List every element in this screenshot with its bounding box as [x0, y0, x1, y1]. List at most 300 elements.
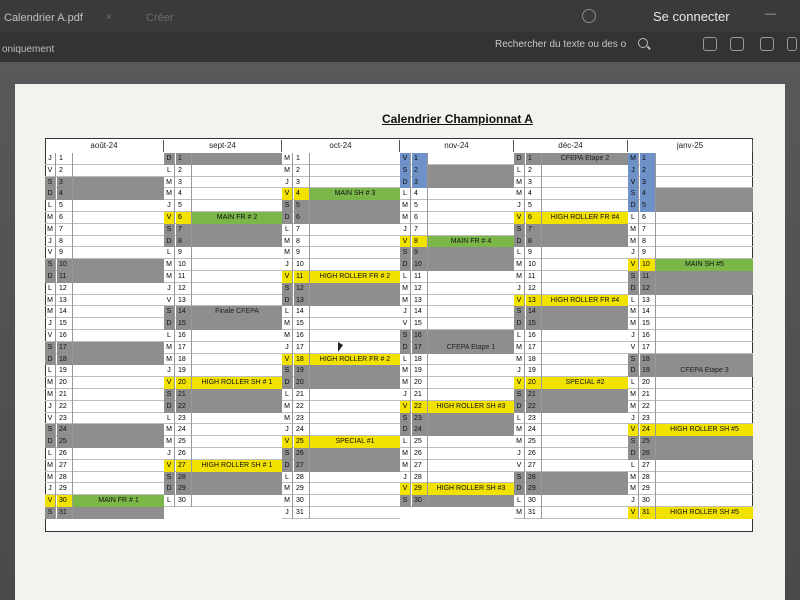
day-row [45, 318, 164, 330]
event-label [192, 448, 282, 460]
day-number: 24 [294, 424, 310, 436]
day-row [282, 401, 400, 413]
month-headers [45, 140, 753, 152]
day-number: 13 [526, 295, 542, 307]
day-row [514, 200, 628, 212]
event-label [656, 212, 753, 224]
event-label [428, 318, 514, 330]
day-number: 20 [294, 377, 310, 389]
day-number: 14 [176, 306, 192, 318]
day-number: 7 [294, 224, 310, 236]
weekday-letter: L [400, 354, 411, 366]
event-label [192, 424, 282, 436]
day-number: 8 [176, 236, 192, 248]
page-title: Calendrier Championnat A [382, 112, 533, 126]
event-label [192, 472, 282, 484]
event-label: Finale CFEPA [192, 306, 282, 318]
event-label: HIGH ROLLER SH #3 [428, 483, 514, 495]
day-row [400, 483, 514, 495]
weekday-letter: L [45, 283, 56, 295]
weekday-letter: D [400, 342, 411, 354]
day-number: 24 [640, 424, 656, 436]
day-row [45, 413, 164, 425]
day-row [400, 342, 514, 354]
event-label [73, 483, 164, 495]
weekday-letter: M [514, 436, 525, 448]
day-row [400, 436, 514, 448]
weekday-letter: S [45, 424, 56, 436]
weekday-letter: V [514, 460, 525, 472]
day-number: 14 [640, 306, 656, 318]
event-label [192, 436, 282, 448]
day-row [514, 283, 628, 295]
weekday-letter: M [400, 365, 411, 377]
day-row [514, 188, 628, 200]
day-row [400, 153, 514, 165]
weekday-letter: V [514, 377, 525, 389]
day-number: 28 [294, 472, 310, 484]
event-label [310, 224, 400, 236]
day-row [282, 259, 400, 271]
day-row [400, 247, 514, 259]
weekday-letter: M [45, 212, 56, 224]
day-number: 28 [640, 472, 656, 484]
day-number: 22 [640, 401, 656, 413]
day-number: 7 [412, 224, 428, 236]
day-row [282, 424, 400, 436]
day-row [628, 330, 753, 342]
day-number: 5 [176, 200, 192, 212]
weekday-letter: M [282, 330, 293, 342]
event-label [656, 165, 753, 177]
day-number: 19 [526, 365, 542, 377]
weekday-letter: M [514, 507, 525, 519]
event-label [192, 236, 282, 248]
day-row [45, 389, 164, 401]
weekday-letter: L [164, 495, 175, 507]
event-label [542, 165, 628, 177]
day-number: 25 [640, 436, 656, 448]
view-mode-label[interactable]: oniquement [2, 44, 55, 55]
day-row [45, 354, 164, 366]
event-label [310, 389, 400, 401]
settings-icon[interactable] [760, 37, 774, 51]
weekday-letter: S [514, 224, 525, 236]
month-header: sept-24 [164, 140, 282, 152]
event-label [192, 271, 282, 283]
day-row [628, 236, 753, 248]
day-row [282, 436, 400, 448]
day-row [164, 389, 282, 401]
weekday-letter: S [514, 472, 525, 484]
create-tab[interactable]: Créer [146, 12, 174, 24]
event-label: HIGH ROLLER SH # 1 [192, 377, 282, 389]
day-row [628, 460, 753, 472]
weekday-letter: J [400, 472, 411, 484]
weekday-letter: M [628, 472, 639, 484]
day-row [514, 354, 628, 366]
weekday-letter: D [514, 401, 525, 413]
weekday-letter: M [282, 413, 293, 425]
day-number: 16 [57, 330, 73, 342]
day-number: 20 [640, 377, 656, 389]
day-row [628, 224, 753, 236]
weekday-letter: M [628, 236, 639, 248]
event-label [192, 483, 282, 495]
weekday-letter: M [400, 377, 411, 389]
day-row [628, 401, 753, 413]
day-number: 11 [176, 271, 192, 283]
weekday-letter: D [628, 365, 639, 377]
weekday-letter: L [628, 377, 639, 389]
event-label [428, 295, 514, 307]
event-label [192, 495, 282, 507]
day-number: 13 [294, 295, 310, 307]
weekday-letter: V [400, 401, 411, 413]
weekday-letter: L [514, 413, 525, 425]
weekday-letter: D [164, 483, 175, 495]
event-label [542, 483, 628, 495]
weekday-letter: S [628, 188, 639, 200]
day-number: 28 [526, 472, 542, 484]
weekday-letter: M [45, 389, 56, 401]
event-label [542, 448, 628, 460]
event-label [542, 177, 628, 189]
day-row [514, 460, 628, 472]
weekday-letter: M [164, 271, 175, 283]
day-number: 10 [526, 259, 542, 271]
event-label [73, 424, 164, 436]
search-icon[interactable] [638, 38, 648, 48]
day-number: 9 [176, 247, 192, 259]
event-label [656, 389, 753, 401]
day-number: 7 [57, 224, 73, 236]
day-row [514, 247, 628, 259]
day-number: 31 [526, 507, 542, 519]
day-number: 3 [640, 177, 656, 189]
day-row [164, 483, 282, 495]
weekday-letter: J [628, 495, 639, 507]
weekday-letter: M [628, 306, 639, 318]
day-row [400, 377, 514, 389]
event-label [192, 153, 282, 165]
day-number: 30 [412, 495, 428, 507]
weekday-letter: L [45, 365, 56, 377]
close-tab-icon[interactable]: × [106, 12, 112, 23]
day-row [628, 271, 753, 283]
event-label [310, 495, 400, 507]
event-label [192, 330, 282, 342]
weekday-letter: S [164, 472, 175, 484]
event-label [192, 354, 282, 366]
event-label [656, 224, 753, 236]
event-label: HIGH ROLLER SH # 1 [192, 460, 282, 472]
day-row [45, 188, 164, 200]
event-label [428, 259, 514, 271]
event-label [542, 401, 628, 413]
day-row [628, 365, 753, 377]
event-label [656, 295, 753, 307]
day-number: 10 [640, 259, 656, 271]
weekday-letter: S [400, 330, 411, 342]
day-number: 18 [526, 354, 542, 366]
more-icon[interactable] [787, 37, 797, 51]
day-number: 15 [176, 318, 192, 330]
day-number: 30 [526, 495, 542, 507]
weekday-letter: S [282, 283, 293, 295]
weekday-letter: S [45, 177, 56, 189]
event-label [542, 224, 628, 236]
weekday-letter: M [45, 306, 56, 318]
event-label [428, 436, 514, 448]
weekday-letter: V [164, 460, 175, 472]
weekday-letter: J [514, 448, 525, 460]
event-label [73, 188, 164, 200]
weekday-letter: J [628, 413, 639, 425]
weekday-letter: M [45, 460, 56, 472]
event-label [73, 413, 164, 425]
event-label [428, 330, 514, 342]
weekday-letter: M [514, 342, 525, 354]
weekday-letter: V [282, 188, 293, 200]
day-row [282, 224, 400, 236]
weekday-letter: V [45, 495, 56, 507]
day-number: 23 [526, 413, 542, 425]
event-label: HIGH ROLLER FR # 2 [310, 354, 400, 366]
event-label [656, 354, 753, 366]
day-number: 24 [412, 424, 428, 436]
upload-icon[interactable] [703, 37, 717, 51]
day-row [282, 495, 400, 507]
day-number: 26 [412, 448, 428, 460]
day-row [282, 295, 400, 307]
day-row [45, 495, 164, 507]
day-row [628, 247, 753, 259]
day-number: 27 [526, 460, 542, 472]
sign-in-link[interactable]: Se connecter [653, 9, 730, 24]
weekday-letter: M [164, 424, 175, 436]
day-number: 13 [176, 295, 192, 307]
event-label [542, 247, 628, 259]
day-row [514, 236, 628, 248]
day-row [514, 495, 628, 507]
mouse-cursor-icon [338, 342, 343, 352]
weekday-letter: V [400, 318, 411, 330]
day-row [282, 413, 400, 425]
event-label [73, 436, 164, 448]
event-label [310, 306, 400, 318]
weekday-letter: M [628, 401, 639, 413]
day-number: 31 [294, 507, 310, 519]
event-label: MAIN SH #5 [656, 259, 753, 271]
day-row [400, 472, 514, 484]
weekday-letter: V [628, 424, 639, 436]
day-row [400, 424, 514, 436]
day-row [45, 448, 164, 460]
day-number: 5 [57, 200, 73, 212]
event-label: HIGH ROLLER FR #4 [542, 212, 628, 224]
event-label [192, 318, 282, 330]
weekday-letter: D [45, 354, 56, 366]
day-number: 6 [176, 212, 192, 224]
day-row [164, 188, 282, 200]
event-label [73, 212, 164, 224]
event-label [310, 259, 400, 271]
weekday-letter: V [628, 259, 639, 271]
day-number: 14 [412, 306, 428, 318]
day-number: 7 [526, 224, 542, 236]
day-number: 3 [526, 177, 542, 189]
event-label [656, 177, 753, 189]
event-label: CFEPA Etape 3 [656, 365, 753, 377]
weekday-letter: L [400, 271, 411, 283]
day-row [164, 224, 282, 236]
help-icon[interactable] [582, 9, 596, 23]
event-label [542, 460, 628, 472]
day-number: 4 [57, 188, 73, 200]
weekday-letter: V [45, 165, 56, 177]
day-number: 6 [294, 212, 310, 224]
day-row [45, 377, 164, 389]
day-number: 9 [526, 247, 542, 259]
day-number: 3 [176, 177, 192, 189]
document-tab-title[interactable]: Calendrier A.pdf [4, 12, 83, 24]
weekday-letter: D [628, 200, 639, 212]
event-label [542, 389, 628, 401]
event-label [428, 188, 514, 200]
day-number: 31 [640, 507, 656, 519]
event-label [428, 224, 514, 236]
event-label [428, 472, 514, 484]
event-label [73, 271, 164, 283]
day-row [400, 306, 514, 318]
search-input[interactable]: Rechercher du texte ou des o [495, 39, 627, 50]
event-label [656, 472, 753, 484]
event-label [73, 306, 164, 318]
event-label [310, 377, 400, 389]
event-label [542, 188, 628, 200]
event-label [73, 472, 164, 484]
event-label [192, 389, 282, 401]
event-label [73, 377, 164, 389]
event-label [428, 165, 514, 177]
weekday-letter: M [45, 295, 56, 307]
day-number: 12 [57, 283, 73, 295]
day-number: 8 [412, 236, 428, 248]
day-row [514, 259, 628, 271]
day-number: 29 [526, 483, 542, 495]
day-row [282, 306, 400, 318]
day-number: 26 [294, 448, 310, 460]
day-number: 27 [640, 460, 656, 472]
weekday-letter: M [628, 483, 639, 495]
weekday-letter: S [164, 224, 175, 236]
weekday-letter: M [282, 483, 293, 495]
day-number: 10 [412, 259, 428, 271]
day-row [282, 188, 400, 200]
weekday-letter: J [164, 448, 175, 460]
day-number: 18 [176, 354, 192, 366]
day-number: 4 [412, 188, 428, 200]
day-row [514, 271, 628, 283]
day-row [400, 165, 514, 177]
day-row [45, 259, 164, 271]
event-label [310, 413, 400, 425]
event-label [428, 177, 514, 189]
weekday-letter: M [400, 460, 411, 472]
day-row [628, 177, 753, 189]
weekday-letter: J [45, 318, 56, 330]
event-label: CFEPA Etape 2 [542, 153, 628, 165]
day-number: 27 [176, 460, 192, 472]
weekday-letter: V [45, 330, 56, 342]
event-label [542, 495, 628, 507]
day-row [282, 483, 400, 495]
event-label [428, 495, 514, 507]
day-row [164, 495, 282, 507]
weekday-letter: J [282, 259, 293, 271]
weekday-letter: S [164, 306, 175, 318]
day-row [45, 436, 164, 448]
day-number: 5 [640, 200, 656, 212]
day-number: 11 [526, 271, 542, 283]
weekday-letter: M [164, 259, 175, 271]
minimize-button[interactable]: — [765, 8, 776, 20]
day-number: 17 [412, 342, 428, 354]
event-label [428, 153, 514, 165]
weekday-letter: L [164, 330, 175, 342]
day-number: 28 [412, 472, 428, 484]
day-row [400, 271, 514, 283]
day-row [628, 283, 753, 295]
month-header: nov-24 [400, 140, 514, 152]
weekday-letter: D [282, 212, 293, 224]
event-label: SPECIAL #1 [310, 436, 400, 448]
event-label [73, 448, 164, 460]
day-row [282, 354, 400, 366]
weekday-letter: J [164, 283, 175, 295]
weekday-letter: V [282, 436, 293, 448]
day-row [628, 436, 753, 448]
print-icon[interactable] [730, 37, 744, 51]
day-number: 3 [57, 177, 73, 189]
event-label [310, 342, 400, 354]
day-number: 2 [412, 165, 428, 177]
event-label [192, 165, 282, 177]
event-label [310, 212, 400, 224]
weekday-letter: V [45, 247, 56, 259]
weekday-letter: J [282, 342, 293, 354]
event-label [656, 330, 753, 342]
event-label [192, 401, 282, 413]
day-row [628, 342, 753, 354]
day-number: 10 [176, 259, 192, 271]
event-label [428, 448, 514, 460]
weekday-letter: V [514, 295, 525, 307]
day-row [164, 200, 282, 212]
day-row [164, 354, 282, 366]
event-label [310, 507, 400, 519]
event-label [310, 460, 400, 472]
day-number: 17 [57, 342, 73, 354]
day-row [514, 177, 628, 189]
day-number: 24 [526, 424, 542, 436]
weekday-letter: M [164, 354, 175, 366]
day-number: 8 [294, 236, 310, 248]
day-number: 10 [57, 259, 73, 271]
event-label: MAIN FR # 4 [428, 236, 514, 248]
day-row [628, 318, 753, 330]
